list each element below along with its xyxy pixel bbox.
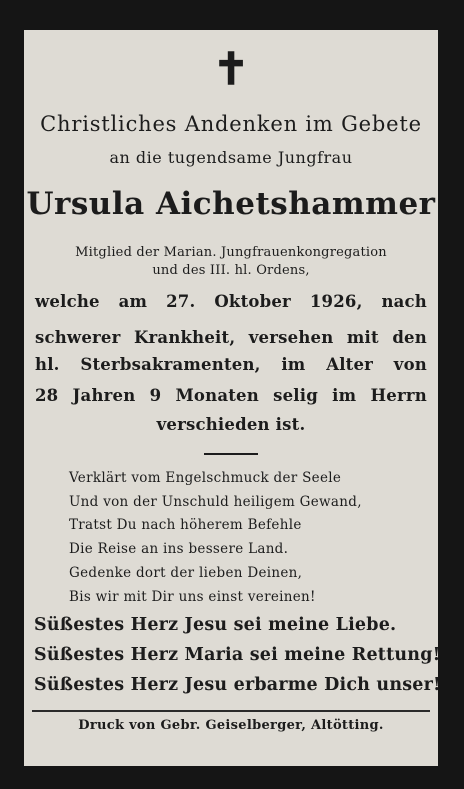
body-word: 28 (35, 386, 59, 405)
printer-credit: Druck von Gebr. Geiselberger, Altötting. (78, 718, 384, 733)
deceased-name: Ursula Aichetshammer (26, 186, 436, 222)
body-word: 27. (166, 292, 196, 311)
body-word: selig (273, 386, 318, 405)
membership-line: und des III. hl. Ordens, (152, 263, 310, 278)
body-word: Alter (326, 355, 374, 374)
verse-line: Tratst Du nach höherem Befehle (69, 517, 302, 533)
verse-line: Bis wir mit Dir uns einst vereinen! (69, 589, 316, 605)
body-word: Monaten (175, 386, 259, 405)
body-word: den (392, 328, 427, 347)
body-word: welche (35, 292, 100, 311)
verse-line: Und von der Unschuld heiligem Gewand, (69, 494, 362, 510)
body-word: hl. (35, 355, 60, 374)
body-line (35, 355, 427, 374)
body-word: im (281, 355, 306, 374)
prayer-line: Süßestes Herz Jesu erbarme Dich unser! (34, 675, 441, 695)
body-line-last: verschieden ist. (156, 415, 306, 434)
body-word: am (118, 292, 148, 311)
card-title: Christliches Andenken im Gebete (40, 112, 422, 136)
prayer-line: Süßestes Herz Jesu sei meine Liebe. (34, 615, 397, 635)
divider (204, 453, 258, 455)
body-word: Sterbsakramenten, (80, 355, 261, 374)
verse-line: Gedenke dort der lieben Deinen, (69, 565, 303, 581)
body-word: mit (346, 328, 379, 347)
body-word: im (332, 386, 357, 405)
body-word: Jahren (72, 386, 136, 405)
prayer-line: Süßestes Herz Maria sei meine Rettung! (34, 645, 441, 665)
body-line (35, 386, 427, 405)
body-word: von (393, 355, 427, 374)
footer-rule (32, 710, 430, 712)
body-line (35, 292, 427, 311)
body-line (35, 328, 427, 347)
memorial-card (24, 30, 441, 766)
body-word: Krankheit, (134, 328, 236, 347)
membership-line: Mitglied der Marian. Jungfrauenkongregation (75, 245, 387, 260)
verse-line: Verklärt vom Engelschmuck der Seele (69, 470, 342, 486)
cross-icon: ✝ (212, 44, 250, 95)
dedication-line: an die tugendsame Jungfrau (109, 148, 353, 167)
body-word: 9 (149, 386, 162, 405)
body-word: Oktober (214, 292, 291, 311)
body-word: nach (381, 292, 427, 311)
body-word: versehen (248, 328, 334, 347)
body-word: 1926, (309, 292, 363, 311)
verse-line: Die Reise an ins bessere Land. (69, 541, 289, 557)
body-word: Herrn (370, 386, 427, 405)
body-word: schwerer (35, 328, 121, 347)
